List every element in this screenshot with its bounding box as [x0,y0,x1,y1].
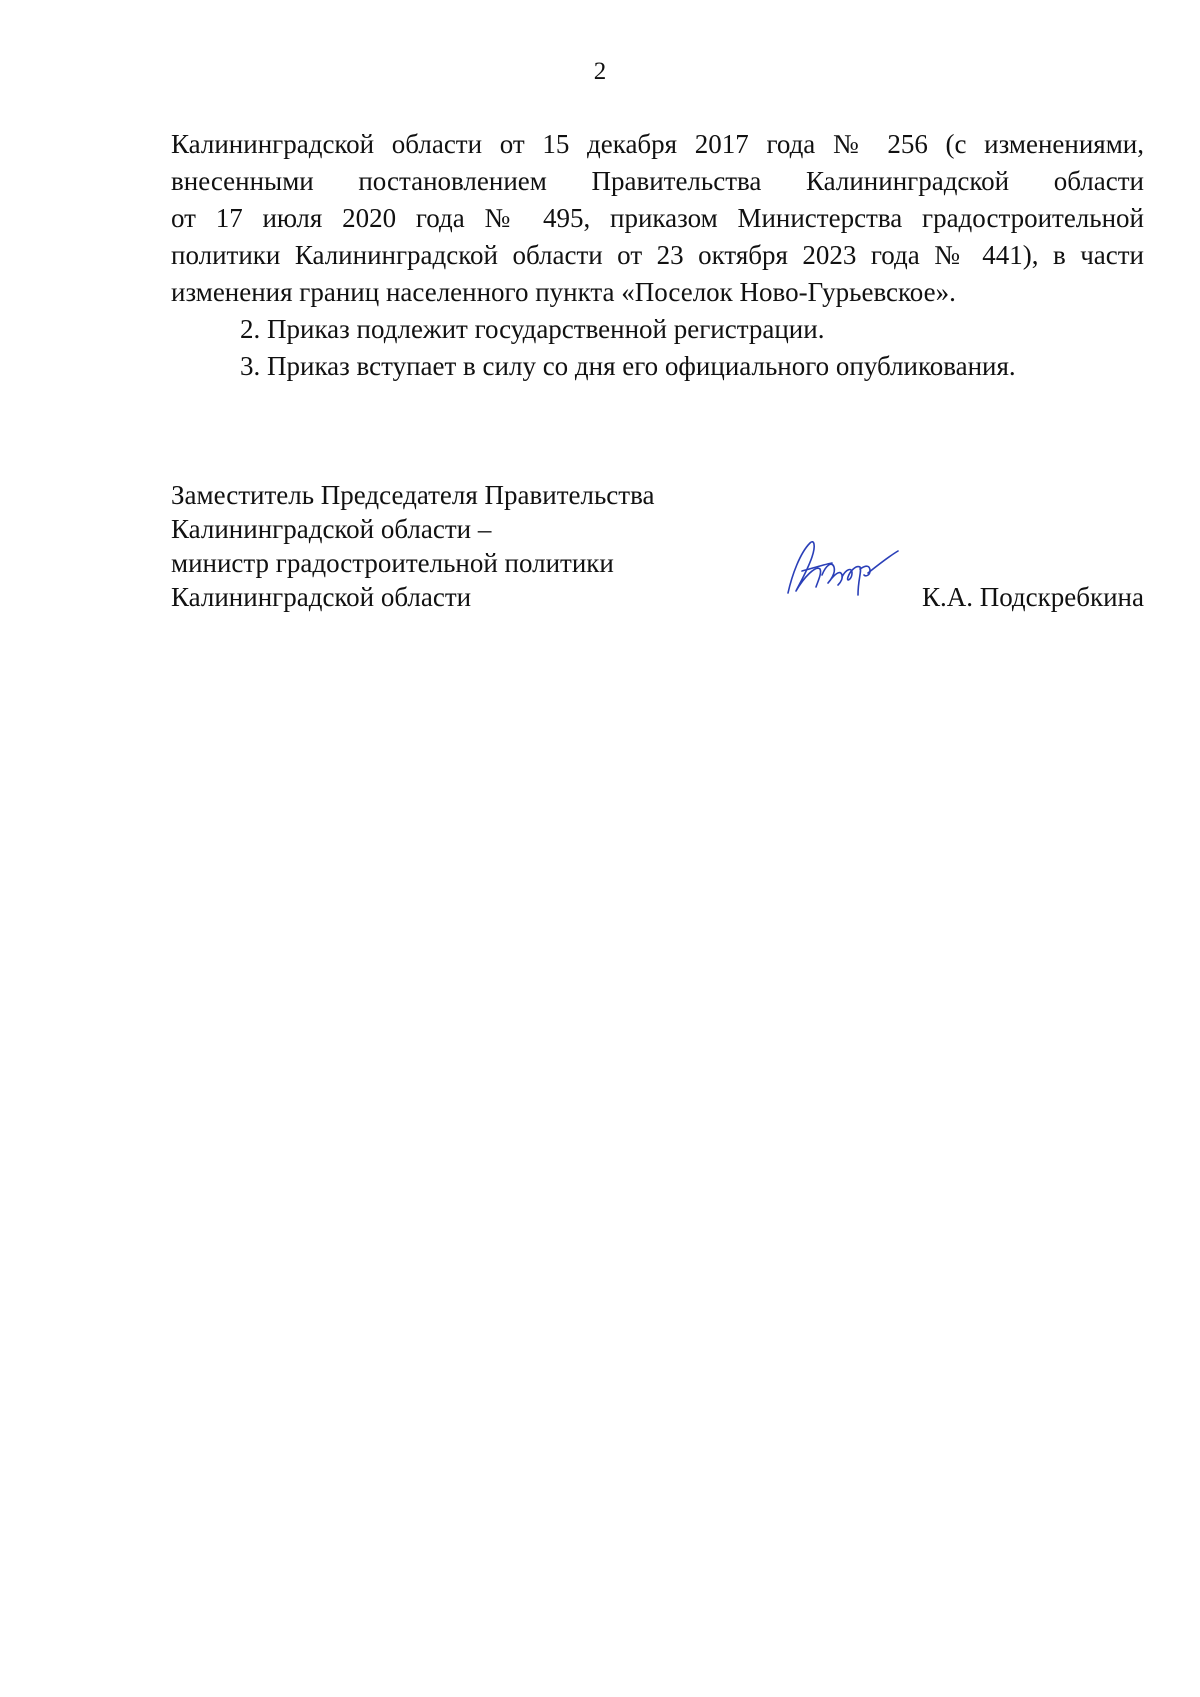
body-line-5: изменения границ населенного пункта «Поселок Ново-Гурьевское». [171,277,956,307]
body-line-4: политики Калининградской области от 23 октября 2023 года № 441), в части [171,240,1144,270]
body-line-1: Калининградской области от 15 декабря 2017 года № 256 (с изменениями, [171,129,1144,159]
paragraph-3: 3. Приказ вступает в силу со дня его официального опубликования. [240,351,1016,381]
handwritten-signature [782,535,900,599]
body-line-2: внесенными постановлением Правительства Калининградской области [171,166,1144,196]
paragraph-2: 2. Приказ подлежит государственной регистрации. [240,314,825,344]
signatory-position-line-4: Калининградской области [171,582,472,612]
body-line-3: от 17 июля 2020 года № 495, приказом Министерства градостроительной [171,203,1144,233]
signatory-position-line-3: министр градостроительной политики [171,548,614,578]
document-body [171,126,1144,385]
signatory-position-line-2: Калининградской области – [171,514,492,544]
signature-block [171,478,1144,614]
page-number: 2 [593,58,607,85]
signatory-name: К.А. Подскребкина [921,582,1144,612]
signatory-position-line-1: Заместитель Председателя Правительства [171,480,655,510]
